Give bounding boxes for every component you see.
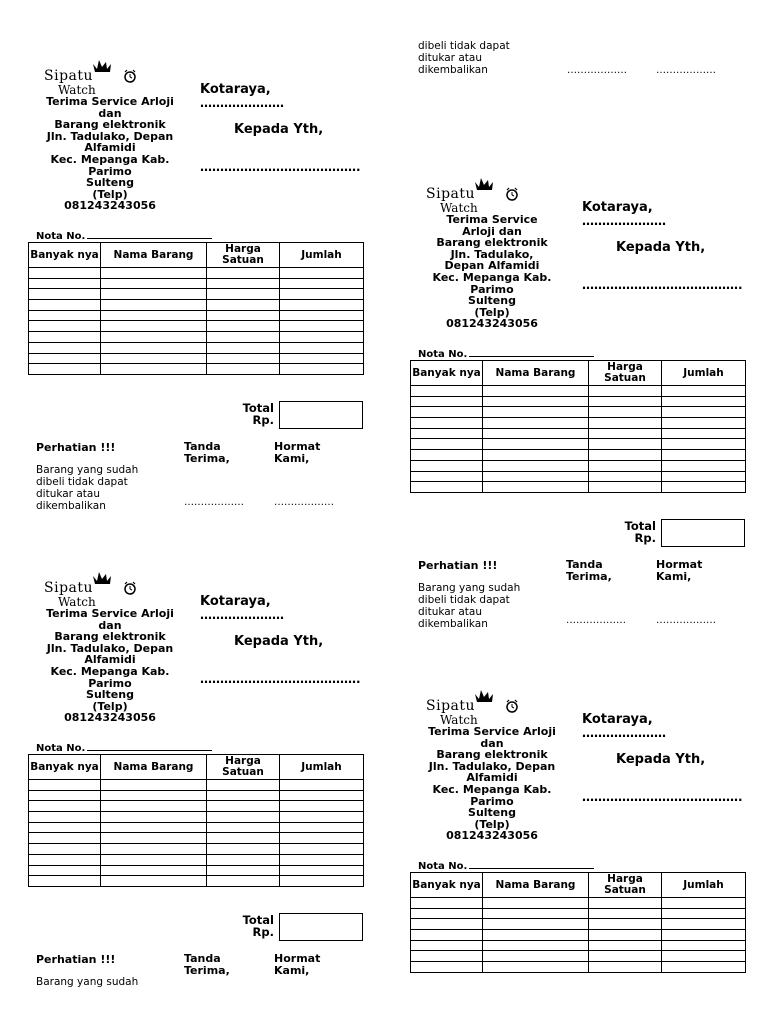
table-row	[411, 482, 746, 493]
table-cell	[207, 353, 280, 364]
nota-no-blank-line	[87, 742, 212, 751]
table-cell	[29, 865, 101, 876]
hormat-kami-label: Hormat Kami,	[274, 440, 321, 465]
table-cell	[411, 962, 483, 973]
table-cell	[280, 353, 364, 364]
table-cell	[101, 865, 207, 876]
table-cell	[101, 332, 207, 343]
table-cell	[101, 780, 207, 791]
table-cell	[662, 482, 746, 493]
table-cell	[662, 460, 746, 471]
kepada-yth-label: Kepada Yth,	[234, 634, 324, 649]
table-cell	[101, 812, 207, 823]
table-cell	[29, 332, 101, 343]
nota-number	[36, 742, 212, 754]
receipt-note-top-left	[28, 58, 373, 528]
date-dotted-line: …………………	[582, 214, 666, 228]
table-cell	[589, 407, 662, 418]
perhatian-label: Perhatian !!!	[36, 441, 116, 454]
table-cell	[662, 940, 746, 951]
col-banyaknya: Banyak nya	[411, 361, 483, 386]
table-cell	[207, 300, 280, 311]
warning-text: Barang yang sudah dibeli tidak dapat ditukar atau dikembalikan	[36, 464, 139, 512]
table-cell	[662, 908, 746, 919]
signature-line-sender: ………………	[274, 497, 334, 508]
table-row	[29, 780, 364, 791]
table-cell	[101, 278, 207, 289]
table-row	[411, 471, 746, 482]
table-cell	[29, 854, 101, 865]
table-cell	[101, 833, 207, 844]
receipt-note-bottom-right	[410, 688, 755, 1018]
recipient-dotted-line: ………………………………….	[582, 278, 743, 292]
col-banyaknya: Banyak nya	[29, 755, 101, 780]
table-cell	[483, 460, 589, 471]
tanda-terima-label: Tanda Terima,	[184, 952, 230, 977]
table-cell	[280, 342, 364, 353]
total-label: Total Rp.	[242, 401, 274, 427]
table-row	[411, 898, 746, 909]
table-row	[29, 876, 364, 887]
table-cell	[207, 854, 280, 865]
perhatian-label: Perhatian !!!	[418, 559, 498, 572]
table-cell	[207, 822, 280, 833]
table-cell	[101, 342, 207, 353]
table-cell	[101, 310, 207, 321]
table-row	[29, 289, 364, 300]
table-cell	[207, 865, 280, 876]
table-row	[411, 940, 746, 951]
table-cell	[29, 790, 101, 801]
table-cell	[589, 482, 662, 493]
table-cell	[207, 833, 280, 844]
table-cell	[662, 898, 746, 909]
table-cell	[280, 364, 364, 375]
table-row	[29, 854, 364, 865]
table-cell	[483, 386, 589, 397]
table-cell	[483, 428, 589, 439]
table-body	[411, 898, 746, 973]
table-row	[29, 310, 364, 321]
table-cell	[280, 289, 364, 300]
table-cell	[589, 898, 662, 909]
col-nama-barang: Nama Barang	[101, 243, 207, 268]
table-cell	[662, 919, 746, 930]
table-cell	[411, 428, 483, 439]
hormat-kami-label: Hormat Kami,	[656, 558, 703, 583]
nota-no-label: Nota No.	[36, 231, 86, 242]
shop-address: Terima Service Arloji dan Barang elektronik Jln. Tadulako, Depan Alfamidi Kec. Mepanga Kab. Parimo Sulteng (Telp) 081243243056	[46, 607, 174, 725]
nota-number	[418, 348, 594, 360]
receipt-note-bottom-left	[28, 570, 373, 1024]
table-cell	[101, 289, 207, 300]
table-cell	[483, 482, 589, 493]
table-cell	[483, 450, 589, 461]
table-cell	[483, 919, 589, 930]
table-cell	[101, 300, 207, 311]
table-cell	[589, 471, 662, 482]
table-cell	[101, 801, 207, 812]
shop-address: Terima Service Arloji dan Barang elektronik Jln. Tadulako, Depan Alfamidi Kec. Mepanga Kab. Parimo Sulteng (Telp) 081243243056	[428, 725, 556, 843]
total-box	[279, 401, 363, 429]
nota-number	[36, 230, 212, 242]
table-cell	[29, 833, 101, 844]
table-row	[411, 418, 746, 429]
table-cell	[411, 450, 483, 461]
table-row	[411, 951, 746, 962]
col-jumlah: Jumlah	[280, 755, 364, 780]
table-cell	[101, 844, 207, 855]
tanda-terima-label: Tanda Terima,	[566, 558, 612, 583]
brand-subtitle: Watch	[58, 83, 96, 97]
table-row	[411, 450, 746, 461]
nota-no-blank-line	[87, 230, 212, 239]
table-cell	[589, 930, 662, 941]
table-cell	[411, 471, 483, 482]
table-cell	[662, 951, 746, 962]
col-jumlah: Jumlah	[662, 361, 746, 386]
table-cell	[101, 876, 207, 887]
table-cell	[662, 418, 746, 429]
table-cell	[101, 822, 207, 833]
col-jumlah: Jumlah	[280, 243, 364, 268]
brand-name: Sipatu	[44, 68, 94, 84]
table-cell	[29, 812, 101, 823]
table-cell	[589, 396, 662, 407]
signature-line-sender: ………………	[656, 615, 716, 626]
nota-no-blank-line	[469, 348, 594, 357]
table-cell	[280, 310, 364, 321]
table-cell	[280, 801, 364, 812]
total-box	[279, 913, 363, 941]
table-cell	[207, 332, 280, 343]
recipient-dotted-line: ………………………………….	[200, 160, 361, 174]
table-cell	[280, 812, 364, 823]
table-row	[411, 919, 746, 930]
table-cell	[483, 407, 589, 418]
kepada-yth-label: Kepada Yth,	[234, 122, 324, 137]
table-cell	[29, 364, 101, 375]
table-cell	[411, 460, 483, 471]
table-header-row	[29, 755, 364, 780]
table-cell	[207, 790, 280, 801]
nota-no-blank-line	[469, 860, 594, 869]
date-dotted-line: …………………	[200, 608, 284, 622]
table-cell	[589, 386, 662, 397]
table-cell	[207, 364, 280, 375]
table-cell	[280, 300, 364, 311]
col-harga-satuan: Harga Satuan	[589, 361, 662, 386]
table-row	[29, 332, 364, 343]
brand-logo	[426, 176, 526, 216]
perhatian-label: Perhatian !!!	[36, 953, 116, 966]
table-cell	[589, 919, 662, 930]
col-jumlah: Jumlah	[662, 873, 746, 898]
table-cell	[411, 908, 483, 919]
table-cell	[411, 898, 483, 909]
table-cell	[280, 876, 364, 887]
table-cell	[411, 482, 483, 493]
table-cell	[411, 386, 483, 397]
brand-name: Sipatu	[44, 580, 94, 596]
table-cell	[207, 844, 280, 855]
nota-no-label: Nota No.	[418, 349, 468, 360]
warning-text: Barang yang sudah dibeli tidak dapat ditukar atau dikembalikan	[418, 582, 521, 630]
table-header-row	[411, 361, 746, 386]
col-harga-satuan: Harga Satuan	[207, 243, 280, 268]
signature-line-receiver: ………………	[566, 615, 626, 626]
table-cell	[662, 407, 746, 418]
table-cell	[483, 930, 589, 941]
table-cell	[589, 962, 662, 973]
table-cell	[101, 268, 207, 279]
brand-name: Sipatu	[426, 186, 476, 202]
recipient-dotted-line: ………………………………….	[200, 672, 361, 686]
col-banyaknya: Banyak nya	[29, 243, 101, 268]
table-row	[411, 460, 746, 471]
table-cell	[207, 310, 280, 321]
table-cell	[662, 396, 746, 407]
table-cell	[280, 268, 364, 279]
table-cell	[589, 428, 662, 439]
table-cell	[662, 930, 746, 941]
table-cell	[483, 940, 589, 951]
table-cell	[662, 386, 746, 397]
table-cell	[411, 396, 483, 407]
receipt-note-right-middle	[410, 176, 755, 646]
table-row	[411, 386, 746, 397]
kotaraya-label: Kotaraya,	[582, 712, 653, 727]
table-cell	[29, 342, 101, 353]
col-nama-barang: Nama Barang	[483, 361, 589, 386]
table-cell	[101, 790, 207, 801]
table-cell	[483, 898, 589, 909]
shop-address: Terima Service Arloji dan Barang elektronik Jln. Tadulako, Depan Alfamidi Kec. Mepanga Kab. Parimo Sulteng (Telp) 081243243056	[432, 213, 552, 331]
table-cell	[662, 428, 746, 439]
table-row	[411, 930, 746, 941]
col-nama-barang: Nama Barang	[483, 873, 589, 898]
table-cell	[280, 833, 364, 844]
total-label: Total Rp.	[242, 913, 274, 939]
table-cell	[411, 418, 483, 429]
shop-address: Terima Service Arloji dan Barang elektronik Jln. Tadulako, Depan Alfamidi Kec. Mepanga Kab. Parimo Sulteng (Telp) 081243243056	[46, 95, 174, 213]
table-cell	[483, 439, 589, 450]
table-row	[29, 353, 364, 364]
table-cell	[29, 844, 101, 855]
kotaraya-label: Kotaraya,	[200, 594, 271, 609]
col-harga-satuan: Harga Satuan	[207, 755, 280, 780]
table-cell	[280, 822, 364, 833]
table-row	[29, 790, 364, 801]
table-body	[29, 268, 364, 375]
table-cell	[29, 876, 101, 887]
table-row	[29, 342, 364, 353]
kepada-yth-label: Kepada Yth,	[616, 752, 706, 767]
table-cell	[483, 908, 589, 919]
fragment-warning-text: dibeli tidak dapat ditukar atau dikembalikan	[418, 40, 510, 76]
signature-line-receiver: ………………	[184, 497, 244, 508]
table-header-row	[29, 243, 364, 268]
table-row	[411, 428, 746, 439]
table-cell	[411, 439, 483, 450]
nota-no-label: Nota No.	[418, 861, 468, 872]
table-cell	[589, 460, 662, 471]
table-cell	[589, 450, 662, 461]
table-cell	[29, 289, 101, 300]
table-cell	[29, 353, 101, 364]
table-cell	[29, 321, 101, 332]
table-cell	[207, 289, 280, 300]
table-cell	[483, 418, 589, 429]
table-cell	[207, 268, 280, 279]
table-cell	[662, 471, 746, 482]
brand-subtitle: Watch	[440, 201, 478, 215]
table-row	[29, 833, 364, 844]
table-cell	[589, 940, 662, 951]
table-row	[29, 801, 364, 812]
brand-subtitle: Watch	[440, 713, 478, 727]
table-cell	[280, 321, 364, 332]
total-box	[661, 519, 745, 547]
table-row	[29, 364, 364, 375]
items-table	[410, 360, 746, 493]
table-cell	[589, 908, 662, 919]
items-table	[28, 754, 364, 887]
table-cell	[101, 364, 207, 375]
table-cell	[29, 300, 101, 311]
table-row	[411, 439, 746, 450]
table-cell	[207, 342, 280, 353]
date-dotted-line: …………………	[200, 96, 284, 110]
fragment-signature-line-receiver: ………………	[567, 65, 627, 76]
table-cell	[207, 876, 280, 887]
table-cell	[280, 790, 364, 801]
table-cell	[483, 951, 589, 962]
table-cell	[101, 321, 207, 332]
kotaraya-label: Kotaraya,	[582, 200, 653, 215]
table-cell	[207, 780, 280, 791]
date-dotted-line: …………………	[582, 726, 666, 740]
table-row	[29, 268, 364, 279]
table-cell	[207, 321, 280, 332]
table-cell	[662, 450, 746, 461]
table-cell	[662, 962, 746, 973]
kotaraya-label: Kotaraya,	[200, 82, 271, 97]
table-row	[29, 812, 364, 823]
table-cell	[483, 962, 589, 973]
brand-logo	[426, 688, 526, 728]
table-cell	[662, 439, 746, 450]
table-cell	[589, 439, 662, 450]
table-row	[29, 278, 364, 289]
table-cell	[29, 268, 101, 279]
hormat-kami-label: Hormat Kami,	[274, 952, 321, 977]
total-label: Total Rp.	[624, 519, 656, 545]
table-cell	[207, 801, 280, 812]
table-cell	[280, 844, 364, 855]
table-cell	[411, 407, 483, 418]
brand-subtitle: Watch	[58, 595, 96, 609]
table-row	[29, 822, 364, 833]
table-row	[29, 844, 364, 855]
table-row	[411, 962, 746, 973]
table-cell	[101, 854, 207, 865]
table-row	[411, 908, 746, 919]
table-cell	[483, 396, 589, 407]
items-table	[410, 872, 746, 973]
table-cell	[589, 418, 662, 429]
table-cell	[29, 801, 101, 812]
kepada-yth-label: Kepada Yth,	[616, 240, 706, 255]
table-cell	[207, 278, 280, 289]
table-cell	[411, 930, 483, 941]
brand-logo	[44, 58, 144, 98]
table-row	[411, 396, 746, 407]
table-body	[29, 780, 364, 887]
recipient-dotted-line: ………………………………….	[582, 790, 743, 804]
table-cell	[29, 780, 101, 791]
table-cell	[29, 310, 101, 321]
col-harga-satuan: Harga Satuan	[589, 873, 662, 898]
nota-no-label: Nota No.	[36, 743, 86, 754]
col-nama-barang: Nama Barang	[101, 755, 207, 780]
table-row	[411, 407, 746, 418]
table-cell	[280, 332, 364, 343]
table-row	[29, 321, 364, 332]
warning-text: Barang yang sudah	[36, 976, 139, 988]
table-body	[411, 386, 746, 493]
table-cell	[589, 951, 662, 962]
table-cell	[280, 278, 364, 289]
table-cell	[483, 471, 589, 482]
fragment-signature-line-sender: ………………	[656, 65, 716, 76]
table-cell	[29, 822, 101, 833]
brand-logo	[44, 570, 144, 610]
table-cell	[280, 865, 364, 876]
brand-name: Sipatu	[426, 698, 476, 714]
table-cell	[411, 951, 483, 962]
col-banyaknya: Banyak nya	[411, 873, 483, 898]
table-row	[29, 300, 364, 311]
table-cell	[207, 812, 280, 823]
nota-number	[418, 860, 594, 872]
table-cell	[411, 919, 483, 930]
table-header-row	[411, 873, 746, 898]
table-cell	[280, 854, 364, 865]
table-row	[29, 865, 364, 876]
table-cell	[411, 940, 483, 951]
table-cell	[101, 353, 207, 364]
items-table	[28, 242, 364, 375]
table-cell	[280, 780, 364, 791]
table-cell	[29, 278, 101, 289]
tanda-terima-label: Tanda Terima,	[184, 440, 230, 465]
